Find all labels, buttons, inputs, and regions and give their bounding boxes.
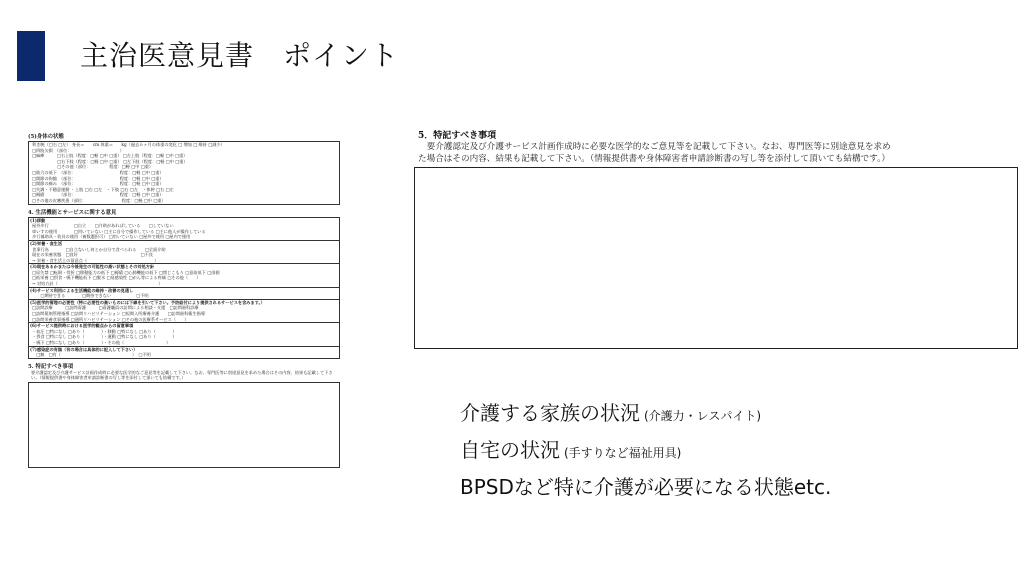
opinion-form-image — [28, 132, 340, 558]
key-point-note: (介護力・レスパイト) — [644, 409, 762, 423]
form-line: 現在の栄養状態 □良好 □不良 — [32, 252, 153, 258]
section-body-state-heading: (5)身体の状態 — [28, 134, 64, 140]
title-accent-square — [17, 31, 45, 81]
special-notes-entry-box — [414, 167, 1018, 349]
form-line: □低栄養 □摂食・嚥下機能低下 □脱水 □易感染性 □がん等による疼痛 □その他（ ） — [32, 275, 201, 281]
form-line: □関節の拘縮 （部位： 程度：□軽 □中 □重） — [32, 175, 164, 181]
key-point-text: BPSDなど特に介護が必要になる状態etc. — [460, 475, 832, 499]
form-line: ・血圧 □特になし □あり（ ）・移動 □特になし □あり（ ） — [32, 328, 177, 334]
key-point-note: (手すりなど福祉用具) — [564, 446, 682, 460]
instructions-line: た場合はその内容、結果も記載して下さい。（情報提供書や身体障害者申請診断書の写し等を添付して頂いても結構です。） — [418, 154, 890, 164]
form-line: □その他の皮膚疾患（部位： 程度：□軽 □中 □重） — [32, 197, 166, 203]
form-line: (3)現在あるかまたは今後発生の可能性の高い状態とその対処方針 — [29, 263, 339, 270]
form-line: (2)栄養・食生活 — [29, 240, 339, 247]
form-line: □褥瘡 （部位： 程度：□軽 □中 □重） — [32, 192, 164, 198]
special-notes-heading: 5．特記すべき事項 — [418, 131, 497, 141]
form-line: (4)サービス利用による生活機能の維持・改善の見通し — [29, 287, 339, 294]
form-line: □失調・不随意運動 ・上肢 □右 □左 ・下肢 □右 □左 ・体幹 □右 □左 — [32, 186, 174, 192]
form-line: ・摂食 □特になし □あり（ ）・運動 □特になし □あり（ ） — [32, 334, 177, 340]
key-point-text: 介護する家族の状況 — [460, 401, 640, 425]
special-notes-description: 要介護認定及び介護サービス計画作成時に必要な医学的なご意見等を記載して下さい。なお、専門医等に別途意見を求めた場合はその内容、結果も記載して下さい。（情報提供書や身体障害者申請診断書の写し等を添付して頂いても結構です。） — [31, 369, 333, 380]
form-line: (5)医学的管理の必要性（特に必要性の高いものには下線を引いて下さい。予防給付により提供されるサービスを含みます。） — [29, 299, 339, 306]
form-line: (1)移動 — [30, 217, 46, 223]
form-line: □その他（部位： 程度：□軽 □中 □重） — [32, 164, 154, 170]
form-line: 歩行補助具・装具の使用（複数選択可） □用いていない □屋外で使用 □屋内で使用 — [32, 234, 191, 240]
section-special-notes-heading: 5. 特記すべき事項 — [28, 363, 74, 370]
form-line: □麻痺 □右上肢（程度：□軽 □中 □重） □左上肢（程度：□軽 □中 □重） — [32, 153, 188, 159]
section-life-function-heading: 4. 生活機能とサービスに関する意見 — [28, 209, 117, 216]
key-point — [460, 433, 831, 470]
key-point — [460, 470, 831, 504]
form-line: □訪問薬剤管理指導 □訪問リハビリテーション □短期入所療養介護 □訪問歯科衛生指導 — [32, 311, 206, 317]
form-line: □尿失禁 □転倒・骨折 □移動能力の低下 □褥瘡 □心肺機能の低下 □閉じこもり □意欲低下 □徘徊 — [32, 269, 220, 275]
form-line: (6)サービス提供時における医学的観点からの留意事項 — [29, 322, 339, 329]
key-point — [460, 396, 831, 433]
form-line: □右下肢（程度：□軽 □中 □重） □左下肢（程度：□軽 □中 □重） — [32, 158, 188, 164]
special-notes-instructions — [418, 141, 1018, 165]
form-line: → 対処方針（ ） — [32, 281, 163, 287]
slide-title: 主治医意見書 ポイント — [80, 39, 400, 72]
form-line: 食事行為 □自立ないし何とか自分で食べられる □全面介助 — [32, 246, 166, 252]
instructions-line: 要介護認定及び介護サービス計画作成時に必要な医学的なご意見等を記載して下さい。なお、専門医等に別途意見を求め — [418, 142, 891, 152]
form-line: □訪問栄養食事指導 □通所リハビリテーション □その他の医療系サービス（ ） — [32, 316, 189, 322]
form-line: □四肢欠損 （部位： ） — [32, 147, 124, 153]
form-line: □筋力の低下 （部位： 程度：□軽 □中 □重） — [32, 169, 164, 175]
special-notes-blank-box — [28, 382, 340, 468]
key-point-text: 自宅の状況 — [460, 438, 560, 462]
form-line: □無 □有（ ） □不明 — [32, 352, 151, 358]
form-line: → 栄養・食生活上の留意点（ ） — [32, 257, 159, 263]
form-line: □関節の痛み （部位： 程度：□軽 □中 □重） — [32, 181, 164, 187]
form-line: (7)感染症の有無（有の場合は具体的に記入して下さい） — [29, 346, 339, 353]
form-line: 車いすの使用 □用いていない □主に自分で操作している □主に他人が操作している — [32, 228, 206, 234]
life-function-box — [28, 217, 340, 359]
body-state-box — [28, 141, 340, 205]
form-line: 屋外歩行 □自立 □介助があればしている □していない — [32, 223, 174, 229]
form-line: 利き腕（□右 □左） 身長＝ cm 体重＝ kg（過去６ヶ月の体重の変化 □ 増加 □ 維持 □減少） — [32, 142, 225, 147]
key-points-list — [460, 396, 831, 504]
form-line: □期待できる □期待できない □不明 — [32, 293, 149, 299]
form-line: □訪問診療 □訪問看護 □看護職員の訪問による相談・支援 □訪問歯科診療 — [32, 305, 199, 311]
form-line: ・嚥下 □特になし □あり（ ）・その他（ ） — [32, 340, 171, 345]
